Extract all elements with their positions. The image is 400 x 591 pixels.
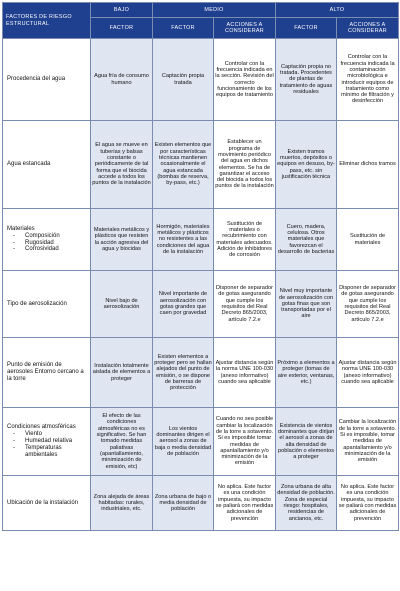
high-factor-cell: Próximo a elementos a proteger (tomas de aire exterior, ventanas, etc.): [276, 338, 337, 408]
high-actions-cell: Ajustar distancia según norma UNE 100-030 (anexo informativo) cuando sea aplicable: [337, 338, 399, 408]
factor-name: [3, 408, 91, 476]
high-factor-cell: Cuero, madera, celulosa. Otros materiales que favorezcan el desarrollo de bacterias: [276, 209, 337, 271]
factor-subitem: - Viento: [25, 431, 89, 438]
level-header-high: ALTO: [276, 3, 399, 18]
factor-name: [3, 121, 91, 209]
level-header-medium: MEDIO: [153, 3, 276, 18]
factor-subitem: - Rugosidad: [25, 240, 89, 247]
level-header-low: BAJO: [91, 3, 153, 18]
medium-actions-cell: Establecer un programa de movimiento periódico del agua en dichos elementos. Se ha de garantizar el acceso del biocida a todos los puntos de la instalación: [214, 121, 276, 209]
factor-name: [3, 209, 91, 271]
high-actions-cell: Sustitución de materiales: [337, 209, 399, 271]
medium-factor-cell: Nivel importante de aerosolización con gotas grandes que caen por gravedad: [153, 271, 214, 338]
factor-name: [3, 271, 91, 338]
factor-sublist: [7, 431, 89, 459]
risk-row: [3, 39, 399, 121]
high-factor-cell: Captación propia no tratada. Procedentes de plantas de tratamiento de aguas residuales: [276, 39, 337, 121]
factor-label: Condiciones atmosféricas: [7, 424, 76, 431]
high-factor-cell: Existencia de vientos dominantes que dirijan el aerosol a zonas de alta densidad de población o elementos a proteger: [276, 408, 337, 476]
low-factor-cell: Instalación totalmente aislada de elementos a proteger: [91, 338, 153, 408]
factor-sublist: [7, 233, 89, 254]
factor-subitem: - Temperaturas ambientales: [25, 445, 89, 459]
factor-label: Tipo de aerosolización: [7, 300, 67, 307]
risk-row: [3, 121, 399, 209]
factor-label: Agua estancada: [7, 161, 51, 168]
medium-factor-header: FACTOR: [153, 18, 214, 39]
low-factor-header: FACTOR: [91, 18, 153, 39]
factor-name: [3, 476, 91, 531]
factor-subitem: - Composición: [25, 233, 89, 240]
factor-subitem: - Humedad relativa: [25, 438, 89, 445]
risk-row: [3, 338, 399, 408]
medium-actions-cell: Controlar con la frecuencia indicada en la sección. Revisión del correcto funcionamiento de los equipos de tratamiento: [214, 39, 276, 121]
low-factor-cell: Materiales metálicos y plásticos que resisten la acción agresiva del agua y biocidas: [91, 209, 153, 271]
medium-factor-cell: Zona urbana de bajo o media densidad de población: [153, 476, 214, 531]
risk-row: [3, 271, 399, 338]
low-factor-cell: El efecto de las condiciones atmosféricas no es significativo. Se han tomado medidas paliativas (apantallamiento, minimización de emisión, etc): [91, 408, 153, 476]
medium-actions-cell: Cuando no sea posible cambiar la localización de la torre a sotavento. Si es imposible tomar medidas de apantallamiento y/o minimización de la emisión: [214, 408, 276, 476]
low-factor-cell: Zona alejada de áreas habitadas: rurales, industriales, etc.: [91, 476, 153, 531]
medium-actions-header: ACCIONES A CONSIDERAR: [214, 18, 276, 39]
low-factor-cell: El agua se mueve en tuberías y balsas constante o periódicamente de tal forma que el biocida accede a todos los puntos de la instalación: [91, 121, 153, 209]
factor-subitem: - Corrosividad: [25, 246, 89, 253]
high-factor-cell: Nivel muy importante de aerosolización con gotas finas que son transportadas por el aire: [276, 271, 337, 338]
factor-label: Materiales: [7, 225, 35, 232]
high-factor-cell: Existen tramos muertos, depósitos o equipos en desuso, by-pass, etc. sin justificación técnica: [276, 121, 337, 209]
risk-row: [3, 476, 399, 531]
medium-actions-cell: No aplica. Este factor es una condición impuesta, su impacto se paliará con medidas adicionales de prevención: [214, 476, 276, 531]
medium-factor-cell: Captación propia tratada: [153, 39, 214, 121]
factor-label: Punto de emisión de aerosoles Entorno cercano a la torre: [7, 362, 84, 382]
medium-actions-cell: Disponer de separador de gotas asegurando que cumple los requisitos del Real Decreto 865/2003, artículo 7.2.e: [214, 271, 276, 338]
medium-factor-cell: Existen elementos que por características técnicas mantienen ocasionalmente el agua estancada (bombas de reserva, by-pass, etc.): [153, 121, 214, 209]
risk-row: [3, 408, 399, 476]
high-factor-cell: Zona urbana de alta densidad de población. Zona de especial riesgo: hospitales, residencias de ancianos, etc.: [276, 476, 337, 531]
risk-factors-table: [2, 2, 399, 531]
high-actions-header: ACCIONES A CONSIDERAR: [337, 18, 399, 39]
risk-factors-document: [2, 2, 398, 531]
factor-name: [3, 338, 91, 408]
high-actions-cell: Cambiar la localización de la torre a sotavento. Si es imposible, tomar medidas de apantallamiento y/o minimización de la emisión: [337, 408, 399, 476]
factor-name: [3, 39, 91, 121]
low-factor-cell: Agua fría de consumo humano: [91, 39, 153, 121]
factor-column-header: FACTORES DE RIESGO ESTRUCTURAL: [3, 3, 91, 39]
high-actions-cell: Disponer de separador de gotas asegurando que cumple los requisitos del Real Decreto 865/2003, artículo 7.2.e: [337, 271, 399, 338]
medium-factor-cell: Los vientos dominantes dirigen el aerosol a zonas de baja o media densidad de población: [153, 408, 214, 476]
high-actions-cell: Eliminar dichos tramos: [337, 121, 399, 209]
high-actions-cell: No aplica. Este factor es una condición impuesta, su impacto se paliará con medidas adicionales de prevención: [337, 476, 399, 531]
low-factor-cell: Nivel bajo de aerosolización: [91, 271, 153, 338]
medium-factor-cell: Existen elementos a proteger pero se hallan alejados del punto de emisión, o se dispone de barreras de protección: [153, 338, 214, 408]
medium-factor-cell: Hormigón, materiales metálicos y plásticos no resistentes a las condiciones del agua de la instalación: [153, 209, 214, 271]
high-factor-header: FACTOR: [276, 18, 337, 39]
factor-label: Procedencia del agua: [7, 76, 66, 83]
risk-row: [3, 209, 399, 271]
medium-actions-cell: Ajustar distancia según la norma UNE 100-030 (anexo informativo) cuando sea aplicable: [214, 338, 276, 408]
medium-actions-cell: Sustitución de materiales o recubrimiento con materiales adecuados. Adición de inhibidores de corrosión: [214, 209, 276, 271]
factor-label: Ubicación de la instalación: [7, 499, 79, 506]
high-actions-cell: Controlar con la frecuencia indicada la contaminación microbiológica e introducir equipos de tratamiento como mínimo de filtración y desinfección: [337, 39, 399, 121]
